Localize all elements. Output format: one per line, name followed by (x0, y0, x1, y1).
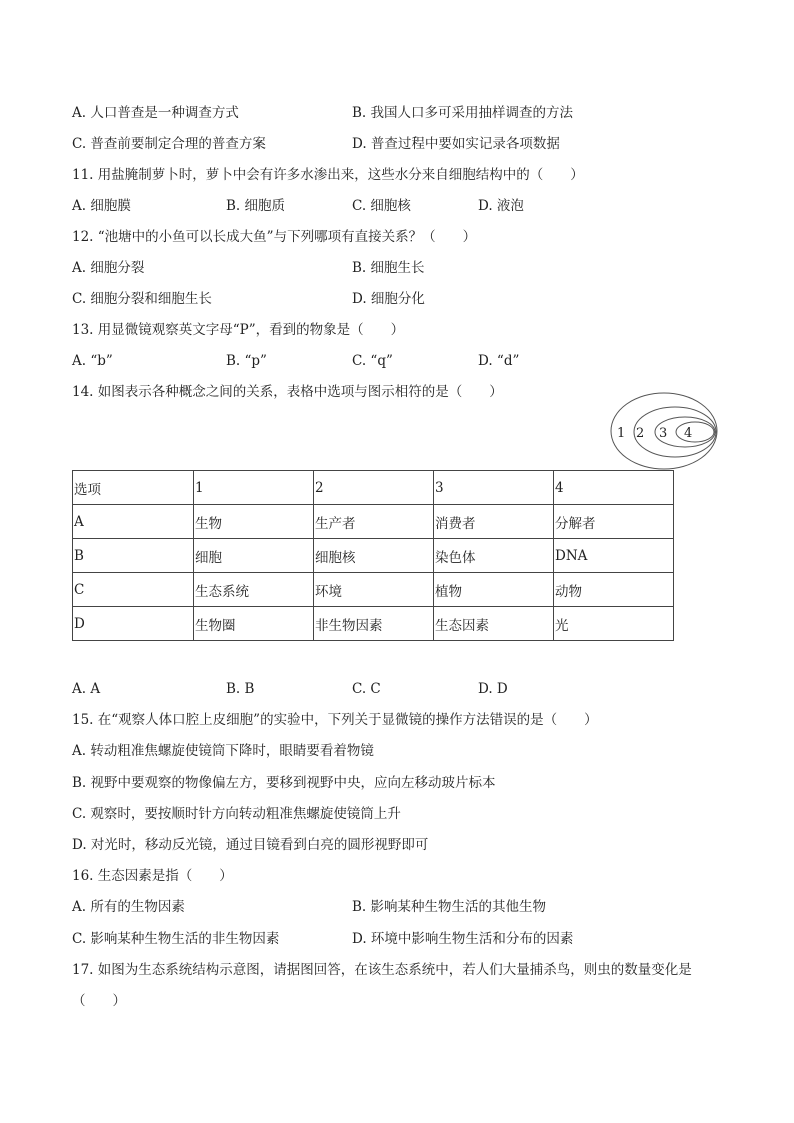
nested-concept-diagram (608, 390, 724, 472)
table-header-cell: 4 (554, 471, 674, 505)
q15-option-b: B. 视野中要观察的物像偏左方，要移到视野中央，应向左移动玻片标本 (72, 775, 496, 791)
q15-stem: 15. 在“观察人体口腔上皮细胞”的实验中，下列关于显微镜的操作方法错误的是（ ） (72, 712, 598, 728)
q10-option-b: B. 我国人口多可采用抽样调查的方法 (352, 105, 574, 121)
q15-option-c: C. 观察时，要按顺时针方向转动粗准焦螺旋使镜筒上升 (72, 806, 401, 822)
q15-option-a: A. 转动粗准焦螺旋使镜筒下降时，眼睛要看着物镜 (72, 743, 374, 759)
q13-stem: 13. 用显微镜观察英文字母“P”，看到的物象是（ ） (72, 322, 405, 338)
q16-option-a: A. 所有的生物因素 (72, 899, 185, 915)
table-row (73, 505, 674, 539)
table-cell: 环境 (314, 573, 434, 607)
table-cell: 光 (554, 607, 674, 641)
q14-option-d: D. D (478, 681, 508, 697)
diagram-label-4: 4 (684, 426, 693, 441)
q12-option-c: C. 细胞分裂和细胞生长 (72, 291, 212, 307)
q16-option-b: B. 影响某种生物生活的其他生物 (352, 899, 547, 915)
q12-option-b: B. 细胞生长 (352, 260, 425, 276)
table-row (73, 607, 674, 641)
inner-ellipse-4 (676, 422, 714, 442)
table-row (73, 573, 674, 607)
q10-option-a: A. 人口普查是一种调查方式 (72, 105, 239, 121)
q14-options-table (72, 470, 674, 641)
q12-stem: 12. “池塘中的小鱼可以长成大鱼”与下列哪项有直接关系？（ ） (72, 229, 477, 245)
table-row (73, 539, 674, 573)
q16-option-d: D. 环境中影响生物生活和分布的因素 (352, 931, 574, 947)
q12-option-a: A. 细胞分裂 (72, 260, 145, 276)
q12-option-d: D. 细胞分化 (352, 291, 425, 307)
table-cell: 染色体 (434, 539, 554, 573)
q16-stem: 16. 生态因素是指（ ） (72, 868, 233, 884)
table-cell: D (73, 607, 194, 641)
q11-option-c: C. 细胞核 (352, 198, 411, 214)
q11-stem: 11. 用盐腌制萝卜时，萝卜中会有许多水渗出来，这些水分来自细胞结构中的（ ） (72, 167, 584, 183)
q13-option-a: A. “b” (72, 353, 113, 369)
table-header-cell: 2 (314, 471, 434, 505)
q17-stem-line1: 17. 如图为生态系统结构示意图，请据图回答，在该生态系统中，若人们大量捕杀鸟，则虫的数量变化是 (72, 962, 692, 978)
q11-option-a: A. 细胞膜 (72, 198, 131, 214)
table-cell: 生产者 (314, 505, 434, 539)
table-cell: 细胞核 (314, 539, 434, 573)
table-cell: 非生物因素 (314, 607, 434, 641)
table-cell: 动物 (554, 573, 674, 607)
q14-stem: 14. 如图表示各种概念之间的关系，表格中选项与图示相符的是（ ） (72, 384, 503, 400)
q10-option-d: D. 普查过程中要如实记录各项数据 (352, 136, 560, 152)
table-cell: 分解者 (554, 505, 674, 539)
table-cell: 生态因素 (434, 607, 554, 641)
table-header-cell: 3 (434, 471, 554, 505)
q11-option-b: B. 细胞质 (226, 198, 286, 214)
q13-option-d: D. “d” (478, 353, 520, 369)
q14-option-a: A. A (72, 681, 101, 697)
q13-option-c: C. “q” (352, 353, 393, 369)
diagram-label-2: 2 (636, 426, 645, 441)
q11-option-d: D. 液泡 (478, 198, 524, 214)
q13-option-b: B. “p” (226, 353, 267, 369)
diagram-label-1: 1 (617, 426, 626, 441)
q14-option-c: C. C (352, 681, 381, 697)
q17-stem-line2: （ ） (72, 993, 126, 1009)
q16-option-c: C. 影响某种生物生活的非生物因素 (72, 931, 280, 947)
q15-option-d: D. 对光时，移动反光镜，通过目镜看到白亮的圆形视野即可 (72, 837, 429, 853)
table-header-cell: 选项 (73, 471, 194, 505)
table-cell: 生态系统 (194, 573, 314, 607)
table-cell: C (73, 573, 194, 607)
table-cell: 生物 (194, 505, 314, 539)
table-cell: 细胞 (194, 539, 314, 573)
table-cell: B (73, 539, 194, 573)
table-cell: A (73, 505, 194, 539)
q10-option-c: C. 普查前要制定合理的普查方案 (72, 136, 266, 152)
diagram-label-3: 3 (659, 426, 668, 441)
table-cell: DNA (554, 539, 674, 573)
table-cell: 生物圈 (194, 607, 314, 641)
ellipse-2 (634, 407, 716, 457)
table-cell: 植物 (434, 573, 554, 607)
q14-option-b: B. B (226, 681, 255, 697)
table-header-cell: 1 (194, 471, 314, 505)
table-cell: 消费者 (434, 505, 554, 539)
table-header-row (73, 471, 674, 505)
